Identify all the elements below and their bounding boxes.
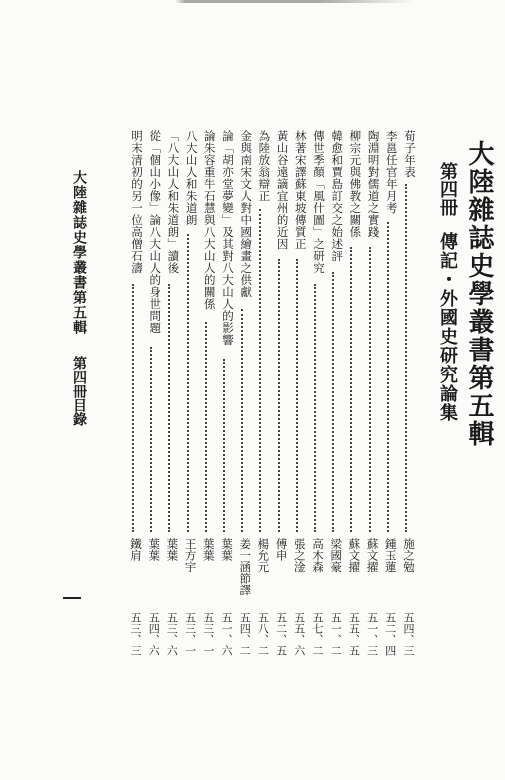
toc-leader-dots [387,222,391,533]
toc-entry [307,130,324,690]
toc-leader-dots [168,284,172,532]
toc-entry-page: 五七、二 [311,612,324,656]
toc-entry-title: 論「胡亦堂夢變」及其對八大山人的影響 [221,130,235,346]
toc-entry-title: 金與南宋文人對中國繪畫之供獻 [239,130,254,298]
toc-entry-title: 從「個山小像」論八大山人的身世問題 [148,130,163,334]
toc-entry-page: 五四、三 [402,612,415,656]
toc-entry-title: 八大山人和朱道朗 [184,130,199,226]
page-number [63,597,81,599]
toc-entry [398,130,415,690]
toc-leader-dots [296,259,300,532]
top-edge-rule [175,0,415,3]
toc-entry-page: 五三、一 [201,612,215,656]
toc-entry-page: 五四、二 [238,612,252,656]
toc-leader-dots [241,309,245,532]
toc-leader-dots [259,209,263,532]
toc-leader-dots [405,184,409,532]
toc-leader-dots [132,284,136,532]
toc-leader-dots [187,234,191,532]
toc-entry-author: 梁國豪 [329,538,344,573]
toc-entry [362,130,379,690]
toc-entry-author: 張之淦 [292,538,307,573]
toc-leader-dots [369,247,373,533]
toc-leader-dots [350,247,354,533]
toc-entry-title: 韓愈和賈島訂交之始述評 [330,130,345,262]
toc-entry-author: 鍾玉蓮 [383,538,398,573]
toc-entry-author: 葉葉 [165,538,180,561]
toc-entry-page: 五四、六 [147,612,161,656]
toc-entry-page: 五三、六 [165,612,179,656]
toc-entry [289,130,306,690]
toc-entry-author: 葉葉 [147,538,162,561]
toc-entry-title: 柳宗元與佛教之關係 [348,130,363,238]
toc-entry-author: 鐵肩 [129,538,143,561]
toc-entry-author: 高木森 [311,538,325,573]
toc-entry-author: 葉葉 [201,538,216,561]
toc-entry-title: 李邕任官年月考 [384,130,399,214]
volume-label: 第四冊 [437,162,458,216]
toc-entry-author: 葉葉 [220,538,234,561]
toc-entry-title: 為陸放翁辯正 [257,130,272,202]
toc-leader-dots [314,284,318,532]
toc-entry-page: 五二、四 [383,612,397,656]
toc-entry-author: 楊允元 [256,538,271,573]
toc-entry [180,130,197,690]
toc-entry [234,130,254,690]
toc-entry [198,130,215,690]
margin-contents-label: 第四冊目錄 [71,356,87,426]
toc-entry-page: 五一、三 [365,612,379,656]
toc-entry-page: 五二、五 [274,612,288,656]
toc-entry [325,130,345,690]
toc-leader-dots [332,272,336,533]
toc-entry-page: 五三、一 [183,612,197,656]
toc-entry [161,130,181,690]
toc-entry-author: 蘇文擢 [365,538,380,573]
toc-entry-title: 傳世季顏「風什圖」之研究 [312,130,326,274]
toc-entry-title: 「八大山人和朱道朗」讀後 [166,130,181,274]
toc-entry [380,130,397,690]
toc-entry [271,130,288,690]
toc-entry-author: 傅申 [274,538,289,561]
toc-entry-author: 蘇文擢 [347,538,362,573]
toc-entry-author: 王方宇 [183,538,198,573]
toc-entry-title: 論朱容重牛石慧與八大山人的關係 [202,130,217,310]
volume-subtitle: 傳記・外國史研究論集 [437,232,458,422]
toc-entry [125,130,142,690]
toc-entry [216,130,233,690]
toc-entry-page: 五三、三 [129,612,142,656]
series-title: 大陸雜誌史學叢書第五輯 [464,140,494,448]
toc-entry-page: 五八、二 [256,612,270,656]
margin-series-title: 大陸雜誌史學叢書第五輯 [71,170,87,335]
toc-entry-title: 陶淵明對儒道之實踐 [366,130,381,238]
toc-entry-author: 施之勉 [402,538,416,573]
toc-leader-dots [150,347,154,533]
toc-entry-title: 林著宋譯蘇東坡傳質正 [293,130,308,250]
toc-entry-page: 五一、二 [329,612,343,656]
toc-entry-page: 五五、五 [347,612,361,656]
toc-entry-title: 明末清初的另一位高僧石濤 [130,130,144,274]
toc-entry [143,130,163,690]
toc-leader-dots [205,322,209,533]
toc-entry [343,130,363,690]
toc-entry [252,130,272,690]
toc-leader-dots [223,359,227,532]
toc-entry-author: 姜一涵節譯 [238,538,253,596]
toc-entry-page: 五五、六 [292,612,306,656]
toc-entry-page: 五一、六 [220,612,233,656]
toc-entry-title: 黃山谷遠謫宜州的近因 [275,130,290,250]
toc-entry-title: 荀子年表 [403,130,417,178]
toc-leader-dots [278,259,282,532]
